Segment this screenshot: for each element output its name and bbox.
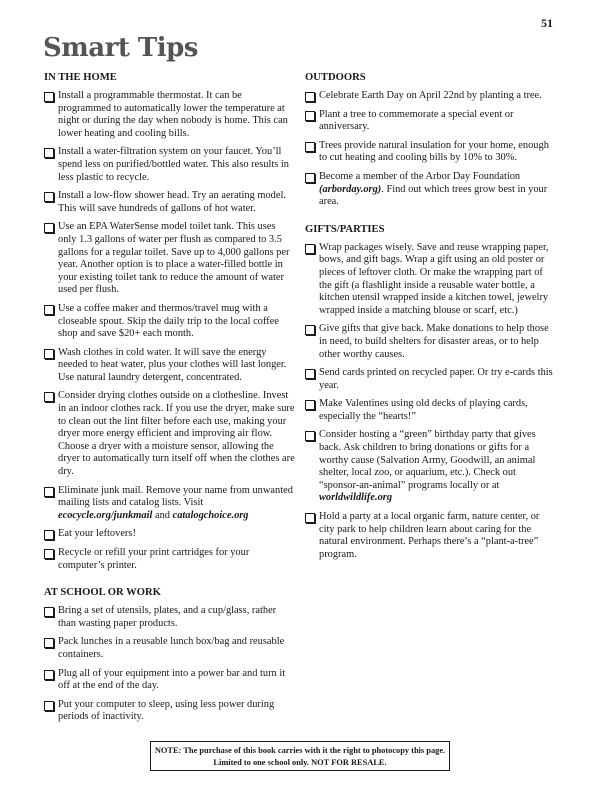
tip-text: Wrap packages wisely. Save and reuse wrapping paper, bows, and gift bags. Wrap a gift using an old poster or pieces of leftover cloth. Or make the wrapping part of the gift (a flashlight inside a reusable water bottle, a kitchen utensil wrapped inside a kitchen towel, jewelry wrapped inside a matching blouse or scarf, etc.)	[319, 241, 549, 316]
photocopy-notice	[150, 741, 450, 771]
checkbox[interactable]	[305, 369, 315, 379]
tip-item	[44, 668, 296, 693]
section-heading: AT SCHOOL OR WORK	[44, 587, 161, 599]
checkbox[interactable]	[44, 701, 54, 711]
checkbox[interactable]	[44, 549, 54, 559]
tip-text: Use a coffee maker and thermos/travel mug with a closeable spout. Skip the daily trip to the local coffee shop and save $20+ each month.	[58, 302, 279, 340]
tip-text: Put your computer to sleep, using less power during periods of inactivity.	[58, 698, 275, 723]
checkbox[interactable]	[44, 349, 54, 359]
tip-text: Consider hosting a “green” birthday party that gives back. Ask children to bring donations or gifts for a worthy cause (Salvation Army, Goodwill, an animal shelter, local zoo, or aquarium, etc.). Check out “sponsor-an-animal” programs locally or at	[319, 429, 536, 491]
checkbox[interactable]	[305, 325, 315, 335]
tip-text: Plug all of your equipment into a power bar and turn it off at the end of the day.	[58, 667, 286, 692]
tip-text: Wash clothes in cold water. It will save the energy needed to heat water, plus your clothes will last longer. Use natural laundry detergent, concentrated.	[58, 346, 287, 383]
tip-item	[44, 699, 296, 724]
right-column	[305, 71, 557, 568]
tip-text: Eat your leftovers!	[58, 528, 136, 540]
checkbox[interactable]	[305, 92, 315, 102]
tip-text: . Find out which trees grow best in your area.	[319, 183, 548, 208]
tip-text: Plant a tree to commemorate a special event or anniversary.	[319, 108, 514, 133]
checkbox[interactable]	[44, 670, 54, 680]
tip-item	[44, 90, 296, 140]
tip-text: Trees provide natural insulation for your home, enough to cut heating and cooling bills by 10% to 30%.	[319, 139, 549, 164]
tip-text: Hold a party at a local organic farm, nature center, or city park to help children learn about caring for the natural environment. Perhaps there’s a “plant-a-tree” program.	[319, 511, 540, 560]
checkbox[interactable]	[44, 92, 54, 102]
page-number: 51	[541, 16, 553, 30]
ecocycle-link[interactable]: ecocycle.org/junkmail	[58, 509, 153, 521]
checkbox[interactable]	[305, 431, 315, 441]
tip-item	[305, 90, 557, 103]
checkbox[interactable]	[44, 487, 54, 497]
tip-item	[44, 390, 296, 478]
checkbox[interactable]	[44, 223, 54, 233]
tip-text: Eliminate junk mail. Remove your name from unwanted mailing lists and catalog lists. Visit	[58, 484, 293, 509]
conjunction-text: and	[154, 509, 170, 521]
page-title: Smart Tips	[43, 33, 198, 63]
tip-list	[305, 242, 557, 562]
catalogchoice-link[interactable]: catalogchoice.org	[172, 509, 249, 521]
tip-text: Recycle or refill your print cartridges for your computer’s printer.	[58, 547, 250, 571]
tip-item	[305, 511, 557, 561]
tip-text: Pack lunches in a reusable lunch box/bag and reusable containers.	[58, 636, 285, 660]
section-heading: OUTDOORS	[305, 72, 366, 83]
tip-text: Use an EPA WaterSense model toilet tank. This uses only 1.3 gallons of water per flush as compared to 3.5 gallons for a regular toilet. Save up to 4,000 gallons per year. Another option is to place a water-filled bottle in your existing toilet tank to reduce the amount of water used per flush.	[58, 221, 290, 296]
tip-text: Install a water-filtration system on your faucet. You’ll spend less on purified/bottled water. This also results in less plastic to recycle.	[58, 146, 289, 183]
tip-list	[44, 605, 296, 724]
checkbox[interactable]	[44, 392, 54, 402]
checkbox[interactable]	[44, 305, 54, 315]
tip-item	[305, 323, 557, 361]
checkbox[interactable]	[44, 607, 54, 617]
tip-text: Install a programmable thermostat. It can be programmed to automatically lower the temperature at night or during the day when nobody is home. This can lower heating and cooling bills.	[58, 90, 288, 139]
tip-item	[44, 221, 296, 297]
tip-item-arbor-day	[305, 171, 557, 209]
arborday-link[interactable]: (arborday.org)	[319, 183, 382, 195]
tip-item	[44, 190, 296, 215]
notice-line: NOTE: The purchase of this book carries with it the right to photocopy this page.	[154, 746, 446, 755]
tip-text: Consider drying clothes outside on a clothesline. Invest in an indoor clothes rack. If you use the dryer, make sure to clean out the lint filter before each use, making your dryer more energy efficient and improving air flow. Choose a dryer with a moisture sensor, allowing the dryer to automatically turn itself off when the clothes are dry.	[58, 390, 295, 478]
tip-item	[305, 242, 557, 318]
worldwildlife-link[interactable]: worldwildlife.org	[319, 492, 393, 504]
tip-text: Become a member of the Arbor Day Foundation	[319, 170, 521, 182]
checkbox[interactable]	[305, 244, 315, 254]
tip-text: Give gifts that give back. Make donations to help those in need, to build shelters for disaster areas, or to help other worthy causes.	[319, 323, 549, 360]
tip-item	[44, 146, 296, 184]
section-outdoors	[305, 71, 557, 209]
left-column	[44, 71, 296, 731]
tip-text: Make Valentines using old decks of playing cards, especially the “hearts!”	[319, 398, 528, 422]
tip-list	[305, 90, 557, 209]
checkbox[interactable]	[44, 148, 54, 158]
tip-item	[44, 303, 296, 341]
section-in-the-home	[44, 71, 296, 572]
tip-item	[305, 367, 557, 392]
checkbox[interactable]	[305, 142, 315, 152]
tip-item-green-party	[305, 429, 557, 505]
tip-item	[44, 605, 296, 630]
tip-item	[44, 528, 296, 541]
checkbox[interactable]	[44, 530, 54, 540]
tip-text: Send cards printed on recycled paper. Or try e-cards this year.	[319, 367, 553, 391]
section-at-school-or-work	[44, 586, 296, 724]
checkbox[interactable]	[305, 173, 315, 183]
checkbox[interactable]	[305, 513, 315, 523]
checkbox[interactable]	[44, 638, 54, 648]
checkbox[interactable]	[305, 400, 315, 410]
tip-item	[305, 398, 557, 423]
tip-item	[44, 347, 296, 385]
section-gifts-parties	[305, 223, 557, 562]
tip-item	[305, 140, 557, 165]
tip-text: Celebrate Earth Day on April 22nd by planting a tree.	[319, 90, 542, 101]
tip-text: Bring a set of utensils, plates, and a cup/glass, rather than wasting paper products.	[58, 605, 277, 629]
section-heading: GIFTS/PARTIES	[305, 223, 385, 235]
tip-item-junk-mail	[44, 485, 296, 523]
section-heading: IN THE HOME	[44, 72, 117, 83]
tip-item	[305, 109, 557, 134]
checkbox[interactable]	[44, 192, 54, 202]
notice-line: Limited to one school only. NOT FOR RESALE.	[213, 758, 387, 767]
tip-item	[44, 547, 296, 572]
tip-item	[44, 636, 296, 661]
tip-list	[44, 90, 296, 572]
tip-text: Install a low-flow shower head. Try an aerating model. This will save hundreds of gallons of hot water.	[58, 190, 286, 214]
checkbox[interactable]	[305, 111, 315, 121]
